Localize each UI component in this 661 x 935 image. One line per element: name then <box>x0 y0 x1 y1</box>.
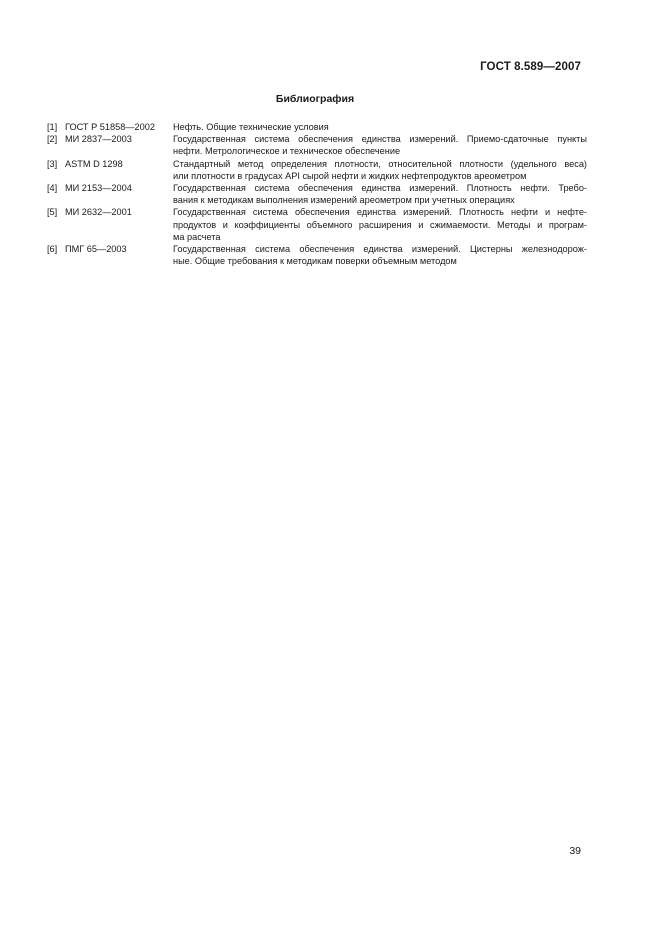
entry-number: [6] <box>47 244 58 255</box>
entry-number: [5] <box>47 207 58 218</box>
entry-number: [4] <box>47 183 58 194</box>
entry-reference: ПМГ 65—2003 <box>65 244 127 255</box>
entry-reference: МИ 2632—2001 <box>65 207 132 218</box>
entry-title-line: или плотности в градусах API сырой нефти и жидких нефтепродуктов ареометром <box>173 170 527 181</box>
entry-number: [3] <box>47 158 58 169</box>
entry-title <box>173 121 587 133</box>
entry-title <box>173 133 587 157</box>
bibliography-entry <box>47 182 587 206</box>
entry-title-line: нефти. Метрологическое и техническое обеспечение <box>173 146 401 157</box>
entry-reference: МИ 2153—2004 <box>65 183 132 194</box>
entry-title-line: Государственная система обеспечения единства измерений. Цистерны железнодорож- <box>173 244 587 255</box>
entry-reference: ASTM D 1298 <box>65 158 123 169</box>
bibliography-entry <box>47 133 587 157</box>
entry-title-line: Нефть. Общие технические условия <box>173 122 329 132</box>
entry-reference: МИ 2837—2003 <box>65 134 132 145</box>
entry-title-line: ные. Общие требования к методикам поверки объемным методом <box>173 256 457 267</box>
entry-title <box>173 206 587 243</box>
entry-title-line: ма расчета <box>173 231 221 242</box>
section-title: Библиография <box>275 93 355 105</box>
page-number: 39 <box>569 845 581 857</box>
bibliography-list <box>47 121 587 267</box>
entry-title <box>173 158 587 182</box>
bibliography-entry <box>47 121 587 133</box>
entry-title-line: Государственная система обеспечения единства измерений. Плотность нефти. Требо- <box>173 183 587 194</box>
entry-reference: ГОСТ Р 51858—2002 <box>65 122 155 132</box>
bibliography-entry <box>47 243 587 267</box>
entry-title-line: Стандартный метод определения плотности, относительной плотности (удельного веса) <box>173 158 587 169</box>
document-code: ГОСТ 8.589—2007 <box>480 61 581 73</box>
entry-title-line: Государственная система обеспечения единства измерений. Плотность нефти и нефте- <box>173 207 587 218</box>
entry-title-line: вания к методикам выполнения измерений ареометром при учетных операциях <box>173 195 515 206</box>
entry-title <box>173 182 587 206</box>
entry-title <box>173 243 587 267</box>
entry-title-line: Государственная система обеспечения единства измерений. Приемо-сдаточные пункты <box>173 134 587 145</box>
bibliography-entry <box>47 158 587 182</box>
bibliography-entry <box>47 206 587 243</box>
entry-number: [2] <box>47 134 58 145</box>
entry-number: [1] <box>47 122 58 132</box>
entry-title-line: продуктов и коэффициенты объемного расширения и сжимаемости. Методы и програм- <box>173 219 587 230</box>
